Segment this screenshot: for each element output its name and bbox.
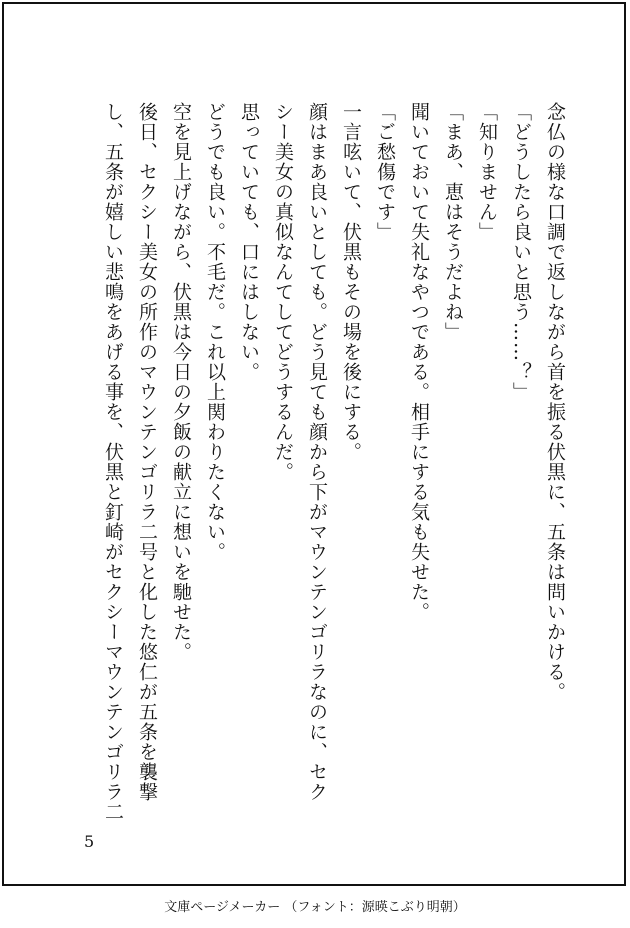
text-line: し、五条が嬉しい悲鳴をあげる事を、伏黒と釘崎がセクシーマウンテンゴリラ二 [102, 102, 124, 822]
text-line: シー美女の真似なんてしてどうするんだ。 [272, 102, 294, 482]
page-frame [2, 2, 626, 886]
text-line: どうでも良い。不毛だ。これ以上関わりたくない。 [204, 102, 226, 562]
text-line: 「まあ、恵はそうだよね」 [442, 102, 464, 342]
text-line: 思っていても、口にはしない。 [238, 102, 260, 382]
page-number: 5 [84, 832, 95, 851]
vertical-text-block [80, 102, 572, 822]
text-line: 顔はまあ良いとしても。どう見ても顔から下がマウンテンゴリラなのに、セク [306, 102, 328, 802]
text-line: 念仏の様な口調で返しながら首を振る伏黒に、五条は問いかける。 [544, 102, 566, 702]
text-line: 一言呟いて、伏黒もその場を後にする。 [340, 102, 362, 462]
text-line: 後日、セクシー美女の所作のマウンテンゴリラ二号と化した悠仁が五条を襲撃 [136, 102, 158, 802]
footer-caption: 文庫ページメーカー （フォント：源暎こぶり明朝） [164, 900, 466, 915]
text-line: 「ご愁傷です」 [374, 102, 396, 242]
text-line: 「知りません」 [476, 102, 498, 242]
text-line: 聞いておいて失礼なやつである。相手にする気も失せた。 [408, 102, 430, 622]
text-line: 空を見上げながら、伏黒は今日の夕飯の献立に想いを馳せた。 [170, 102, 192, 662]
text-line: 「どうしたら良いと思う……？」 [510, 102, 532, 402]
